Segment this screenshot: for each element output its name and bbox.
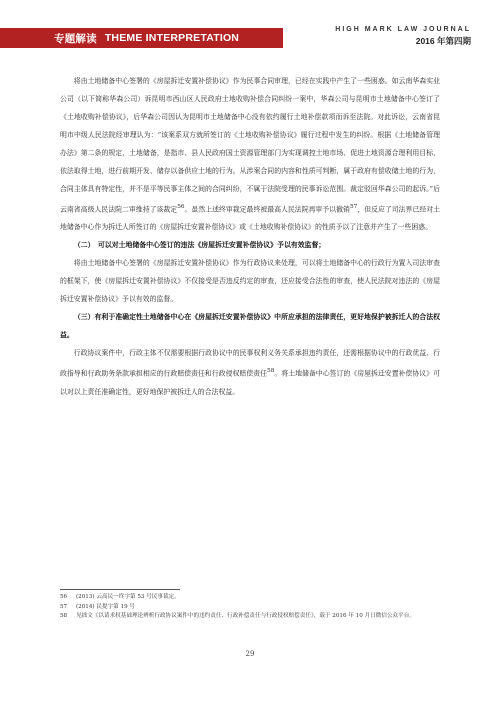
paragraph-2: 将由土地储备中心签署的《房屋拆迁安置补偿协议》作为行政协议来处理，可以将土地储备中心的行政行为置入司法审查的框架下，使《房屋拆迁安置补偿协议》不仅接受是否违反约定的审查，还应接受合法性的审查，使人民法院对违法的《房屋拆迁安置补偿协议》予以有效的监督。 [60,259,440,304]
section-header-band [0,28,283,48]
page-number: 29 [245,650,255,658]
footnote-ref[interactable]: 58 [267,368,275,375]
journal-masthead [335,26,471,47]
footnote-item [60,612,440,622]
article-body [60,72,440,401]
section-heading-2: （二） 可以对土地储备中心签订的违法《房屋拆迁安置补偿协议》予以有效监督； [73,241,326,250]
footnote-item [60,603,440,613]
footnote-ref[interactable]: 57 [349,204,358,210]
footnote-number: 58 [60,613,68,619]
footnote-number: 57 [60,603,68,610]
section-heading-3: （三）有利于准确定性土地储备中心在《房屋拆迁安置补偿协议》中所应承担的法律责任，更好地保护被拆迁人的合法权益。 [60,313,440,340]
paragraph-3: 行政协议案件中，行政主体不仅需要根据行政协议中的民事权利义务关系承担违约责任，还需根据协议中的行政优益、行政指导和行政助务条款承担相应的行政赔偿责任和行政侵权赔偿责任$^{58}$。将土地储备中心签订的《房屋拆迁安置补偿协议》可以对以上责任准确定性，更好地保护被拆迁人的合法权益。 [60,349,441,396]
footnote-text: (2014) 民提字第 19 号 [76,603,136,610]
journal-issue: 2016 年第四期 [415,36,471,46]
section-title-en: THEME INTERPRETATION [104,32,240,44]
footnote-number: 56 [60,594,68,600]
footnotes [60,593,440,622]
footnote-divider [60,589,180,590]
journal-name: HIGH MARK LAW JOURNAL [335,26,471,33]
paragraph-1: 将由土地储备中心签署的《房屋拆迁安置补偿协议》作为民事合同审理，已经在实践中产生了一些困惑。如云南华森实业公司（以下简称华森公司）诉昆明市西山区人民政府土地收购补偿合同纠纷一案中，华森公司与昆明市土地储备中心签订了《土地收购补偿协议》，后华森公司因认为昆明市土地储备中心没有依约履行土地补偿款项而诉至法院。对此诉讼，云南省昆明市中级人民法院经审理认为：“该案系双方就所签订的《土地收购补偿协议》履行过程中发生的纠纷。根据《土地储备管理办法》第二条的规定，土地储备，是指市、县人民政府国土资源管理部门为实现调控土地市场、促进土地资源合理利用目标，依法取得土地，进行前期开发、储存以备供应土地的行为。从涉案合同的内容和性质可判断，属于政府有偿收储土地的行为，合同主体具有特定性，并不是平等民事主体之间的合同纠纷，不属于法院受理的民事诉讼范围。裁定驳回华森公司的起诉。”后云南省高级人民法院二审维持了该裁定$^{56}$。虽然上述终审裁定最终被最高人民法院再审予以撤销$^{57}$，但反应了司法界已经对土地储备中心作为拆迁人所签订的《房屋拆迁安置补偿协议》或《土地收购补偿协议》的性质予以了注意并产生了一些困惑。 [60,77,441,232]
section-title-cn: 专题解读 [54,32,97,45]
footnote-text: 见拙文《以请求权基础理论辨析行政协议案件中的违约责任、行政补偿责任与行政侵权赔偿责任》，载于 2016 年 10 月日微信公众平台。 [76,613,415,619]
footnote-ref[interactable]: 56 [177,204,185,210]
footnote-item [60,593,440,603]
footnote-text: (2013) 云高民一终字第 53 号民事裁定。 [76,594,180,600]
